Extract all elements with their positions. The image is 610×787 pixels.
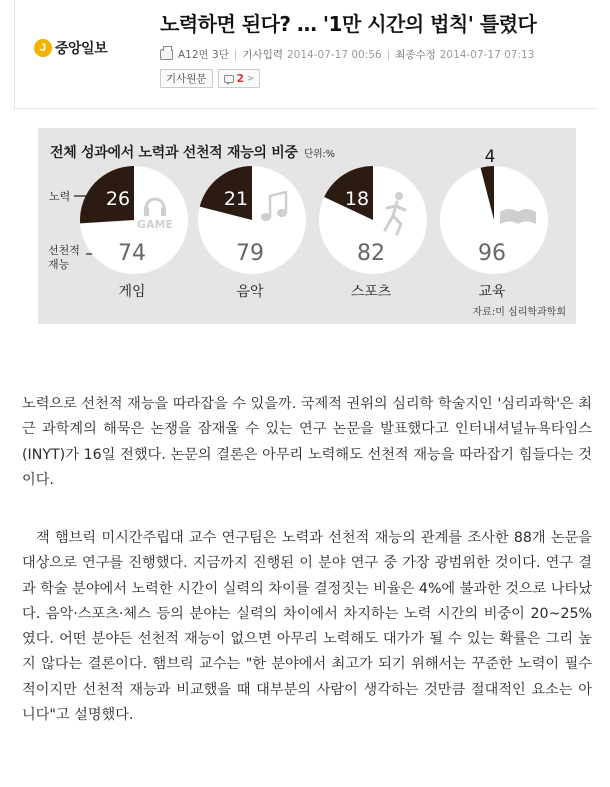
updated-date: 2014-07-17 07:13 (439, 48, 535, 61)
article-paragraph-1: 노력으로 선천적 재능을 따라잡을 수 있을까. 국제적 권위의 심리학 학술지인 '심리과학'은 최근 과학계의 해묵은 논쟁을 잠재울 수 있는 연구 논문을 발표했다고 인터내셔널뉴욕타임스(INYT)가 16일 전했다. 논문의 결론은 아무리 노력해도 선천적 재능을 따라잡기 힘들다는 것이다. (22, 396, 592, 488)
chart-title-text: 전체 성과에서 노력과 선천적 재능의 비중 (50, 145, 298, 161)
legend-talent-label: 선천적 (48, 244, 80, 257)
runner-head (395, 192, 403, 200)
headphone-right-cup (161, 207, 166, 216)
talent-value-label: 79 (236, 241, 264, 266)
legend-effort-label: 노력 (49, 190, 71, 203)
print-icon[interactable] (160, 49, 173, 60)
article-actions (160, 69, 260, 88)
article-paragraph-2: 잭 햄브릭 미시간주립대 교수 연구팀은 노력과 선천적 재능의 관계를 조사한 88개 논문을 대상으로 연구를 진행했다. 지금까지 진행된 이 분야 연구 중 가장 광범위한 것이다. 연구 결과 학술 분야에서 노력한 시간이 실력의 차이를 결정짓는 비율은 4%에 불과한 것으로 나타났다. 음악·스포츠·체스 등의 분야는 실력의 차이에서 차지하는 노력 시간의 비중이 20~25%였다. 어떤 분야든 선천적 재능이 없으면 아무리 노력해도 대가가 될 수 있는 확률은 그리 높지 않다는 결론이다. 햄브릭 교수는 "한 분야에서 최고가 되기 위해서는 꾸준한 노력이 필수적이지만 선천적 재능과 비교했을 때 대부분의 사람이 생각하는 것만큼 절대적인 요소는 아니다"고 설명했다. (22, 530, 593, 724)
speech-bubble-icon (224, 75, 234, 83)
header-divider (14, 108, 596, 109)
logo-badge-icon: J (34, 39, 52, 57)
published-label: 기사입력 (242, 49, 283, 61)
article-meta (160, 47, 534, 62)
category-label: 스포츠 (350, 284, 392, 300)
chevron-right-icon: > (246, 73, 255, 84)
infographic (38, 128, 576, 324)
updated-label: 최종수정 (395, 49, 436, 61)
game-icon-text: GAME (136, 218, 174, 231)
pie-charts (38, 128, 576, 324)
comment-button[interactable] (218, 69, 261, 88)
effort-value-label: 18 (344, 188, 370, 210)
section-info: A12면 3단 (178, 49, 229, 61)
effort-value-label: 21 (223, 188, 249, 210)
category-label: 교육 (478, 284, 506, 300)
talent-value-label: 74 (118, 241, 146, 266)
category-label: 음악 (236, 284, 264, 300)
headphone-left-cup (144, 207, 149, 216)
category-label: 게임 (118, 284, 146, 300)
talent-value-label: 82 (357, 241, 385, 266)
legend-talent-label: 재능 (48, 258, 70, 271)
talent-value-label: 96 (478, 241, 506, 266)
meta-separator: | (233, 48, 238, 61)
newspaper-logo[interactable] (34, 38, 107, 58)
article-title: 노력하면 된다? … '1만 시간의 법칙' 틀렸다 (160, 12, 537, 36)
comment-count: 2 (236, 72, 244, 85)
original-article-button[interactable]: 기사원문 (160, 69, 213, 88)
chart-unit: 단위:% (303, 149, 335, 160)
left-rule (14, 0, 15, 110)
chart-source: 자료:미 심리학과학회 (472, 307, 566, 318)
published-date: 2014-07-17 00:56 (286, 48, 382, 61)
effort-value-label: 26 (105, 188, 131, 210)
logo-text: 중앙일보 (55, 41, 108, 57)
meta-separator: | (386, 48, 391, 61)
effort-value-label: 4 (484, 147, 496, 167)
